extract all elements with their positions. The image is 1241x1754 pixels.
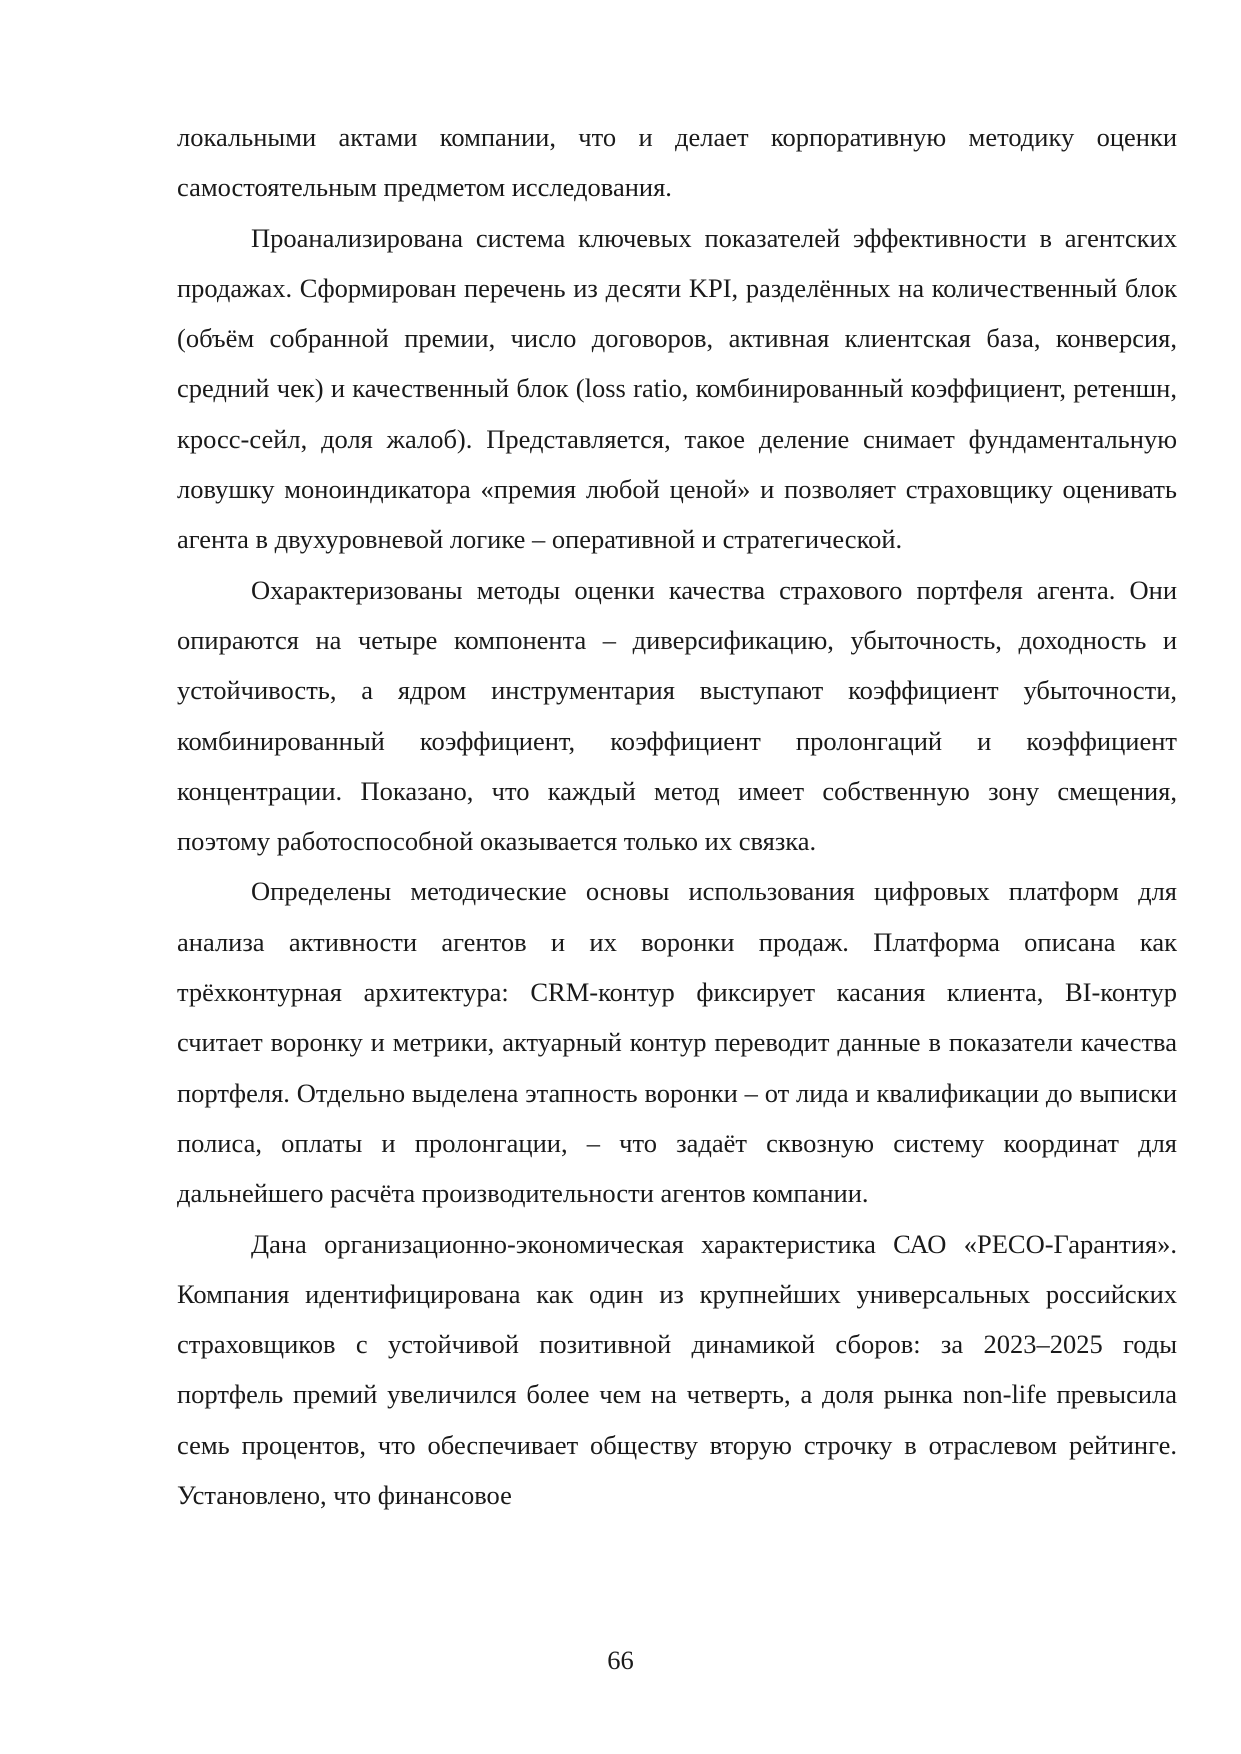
paragraph-continuation: локальными актами компании, что и делает корпоративную методику оценки самостоятельным предметом исследования. <box>177 122 1177 203</box>
paragraph-digital-platforms: Определены методические основы использования цифровых платформ для анализа активности агентов и их воронки продаж. Платформа описана как трёхконтурная архитектура: CRM-контур фиксирует касания клиента, BI-контур считает воронку и метрики, актуарный контур переводит данные в показатели качества портфеля. Отдельно выделена этапность воронки – от лида и квалификации до выписки полиса, оплаты и пролонгации, – что задаёт сквозную систему координат для дальнейшего расчёта производительности агентов компании. <box>177 876 1177 1209</box>
paragraph-kpi-analysis: Проанализирована система ключевых показателей эффективности в агентских продажах. Сформирован перечень из десяти KPI, разделённых на количественный блок (объём собранной премии, число договоров, активная клиентская база, конверсия, средний чек) и качественный блок (loss ratio, комбинированный коэффициент, ретеншн, кросс-сейл, доля жалоб). Представляется, такое деление снимает фундаментальную ловушку моноиндикатора «премия любой ценой» и позволяет страховщику оценивать агента в двухуровневой логике – оперативной и стратегической. <box>177 222 1177 555</box>
paragraph-company-characteristic: Дана организационно-экономическая характеристика САО «РЕСО-Гарантия». Компания идентифицирована как один из крупнейших универсальных российских страховщиков с устойчивой позитивной динамикой сборов: за 2023–2025 годы портфель премий увеличился более чем на четверть, а доля рынка non-life превысила семь процентов, что обеспечивает обществу вторую строчку в отраслевом рейтинге. Установлено, что финансовое <box>177 1228 1177 1511</box>
page-number: 66 <box>607 1645 634 1675</box>
document-body <box>177 112 1177 1520</box>
paragraph-portfolio-quality: Охарактеризованы методы оценки качества страхового портфеля агента. Они опираются на четыре компонента – диверсификацию, убыточность, доходность и устойчивость, а ядром инструментария выступают коэффициент убыточности, комбинированный коэффициент, коэффициент пролонгаций и коэффициент концентрации. Показано, что каждый метод имеет собственную зону смещения, поэтому работоспособной оказывается только их связка. <box>177 574 1177 857</box>
